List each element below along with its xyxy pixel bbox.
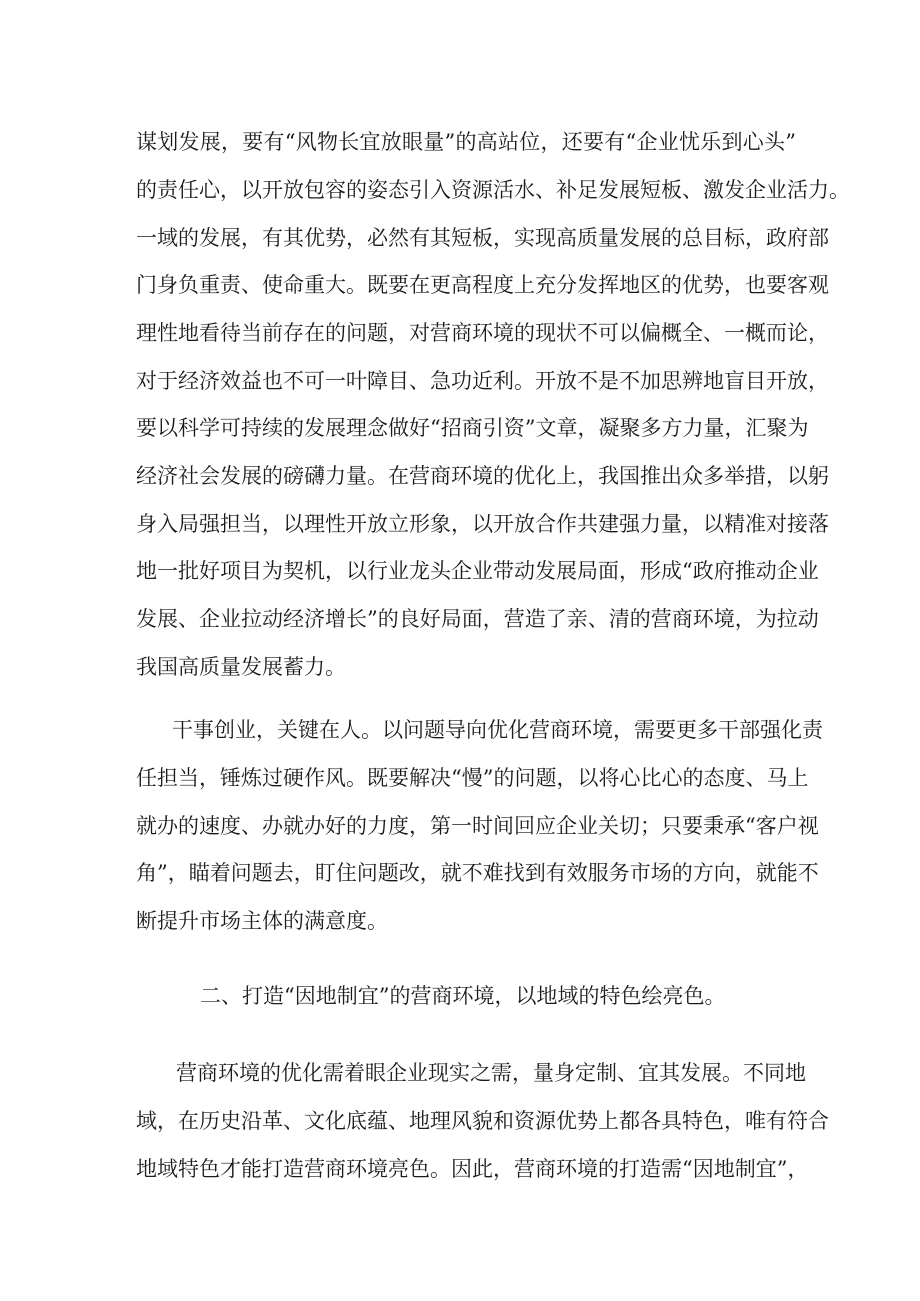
text-line: 理性地看待当前存在的问题，对营商环境的现状不可以偏概全、一概而论， — [136, 321, 829, 345]
section-heading: 二、打造“因地制宜”的营商环境，以地域的特色绘亮色。 — [200, 984, 726, 1008]
text-line: 任担当，锤炼过硬作风。既要解决“慢”的问题，以将心比心的态度、马上 — [136, 766, 809, 790]
text-line: 断提升市场主体的满意度。 — [136, 909, 388, 933]
text-line: 地域特色才能打造营商环境亮色。因此，营商环境的打造需“因地制宜”， — [136, 1157, 809, 1181]
text-line: 营商环境的优化需着眼企业现实之需，量身定制、宜其发展。不同地 — [176, 1061, 806, 1085]
text-line: 谋划发展，要有“风物长宜放眼量”的高站位，还要有“企业忧乐到心头” — [136, 130, 796, 154]
text-line: 一域的发展，有其优势，必然有其短板，实现高质量发展的总目标，政府部 — [136, 226, 829, 250]
text-line: 域，在历史沿革、文化底蕴、地理风貌和资源优势上都各具特色，唯有符合 — [136, 1109, 829, 1133]
text-line: 地一批好项目为契机，以行业龙头企业带动发展局面，形成“政府推动企业 — [136, 559, 819, 583]
text-line: 干事创业，关键在人。以问题导向优化营商环境，需要更多干部强化责 — [172, 718, 823, 742]
text-line: 角”，瞄着问题去，盯住问题改，就不难找到有效服务市场的方向，就能不 — [136, 861, 819, 885]
text-line: 门身负重责、使命重大。既要在更高程度上充分发挥地区的优势，也要客观 — [136, 273, 829, 297]
text-line: 就办的速度、办就办好的力度，第一时间回应企业关切；只要秉承“客户视 — [136, 814, 819, 838]
text-line: 的责任心，以开放包容的姿态引入资源活水、补足发展短板、激发企业活力。 — [136, 178, 850, 202]
text-line: 我国高质量发展蓄力。 — [136, 655, 346, 679]
text-line: 要以科学可持续的发展理念做好“招商引资”文章，凝聚多方力量，汇聚为 — [136, 416, 809, 440]
text-line: 对于经济效益也不可一叶障目、急功近利。开放不是不加思辨地盲目开放， — [136, 369, 829, 393]
text-line: 身入局强担当，以理性开放立形象，以开放合作共建强力量，以精准对接落 — [136, 512, 829, 536]
text-line: 经济社会发展的磅礴力量。在营商环境的优化上，我国推出众多举措，以躬 — [136, 464, 829, 488]
text-line: 发展、企业拉动经济增长”的良好局面，营造了亲、清的营商环境，为拉动 — [136, 607, 819, 631]
